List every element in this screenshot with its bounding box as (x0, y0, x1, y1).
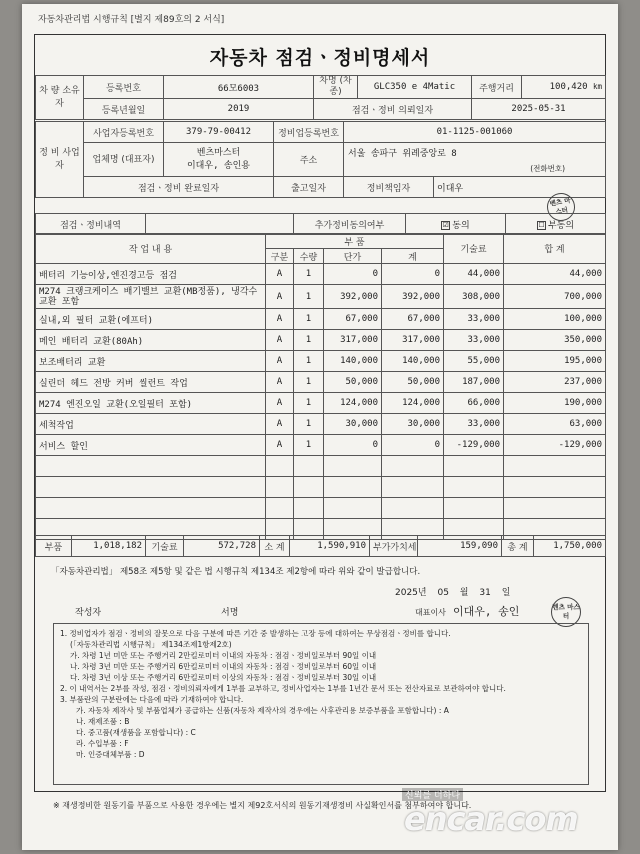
cell-sum (504, 456, 606, 477)
col-work: 작 업 내 용 (36, 234, 266, 264)
notes-box (53, 623, 589, 785)
work-items-table (35, 233, 606, 540)
cell-labor: 187,000 (444, 372, 504, 393)
cell-total (382, 477, 444, 498)
table-row (36, 372, 606, 393)
cell-qty: 1 (294, 264, 324, 285)
table-row (36, 285, 606, 309)
cell-kind: A (266, 414, 294, 435)
vat-label: 부가가치세 (370, 536, 418, 557)
details-label: 점검ㆍ정비내역 (36, 214, 146, 235)
cell-kind: A (266, 264, 294, 285)
note-line: 다. 중고품(재생품을 포함합니다) : C (76, 728, 196, 737)
grand-total-value: 1,750,000 (534, 536, 606, 557)
cell-labor (444, 456, 504, 477)
parts-total-label: 부품 (36, 536, 72, 557)
cell-work (36, 456, 266, 477)
cell-labor: 33,000 (444, 309, 504, 330)
cell-sum: -129,000 (504, 435, 606, 456)
watermark-slogan: 신뢰를 더하다 (402, 788, 463, 801)
cell-qty: 1 (294, 393, 324, 414)
request-date-label: 점검ㆍ정비 의뢰일자 (314, 99, 472, 120)
cell-unit: 0 (324, 435, 382, 456)
cell-kind: A (266, 393, 294, 414)
cell-qty (294, 456, 324, 477)
release-date-label: 출고일자 (274, 177, 344, 198)
phone-label: (전화번호) (530, 164, 566, 173)
cell-sum (504, 498, 606, 519)
table-row (36, 498, 606, 519)
cell-work: 배터리 기능이상,엔진경고등 점검 (36, 264, 266, 285)
cell-work: 서비스 할인 (36, 435, 266, 456)
note-line: 마. 인증대체부품 : D (76, 750, 145, 759)
manager-label: 정비책임자 (344, 177, 434, 198)
cell-unit (324, 498, 382, 519)
cell-unit: 67,000 (324, 309, 382, 330)
reg-no-value: 66모6003 (164, 76, 314, 99)
cell-labor: 33,000 (444, 330, 504, 351)
cell-labor: -129,000 (444, 435, 504, 456)
company-name: 벤츠마스터 (196, 147, 241, 158)
cell-work: M274 크랭크케이스 배기밸브 교환(MB정품), 냉각수교환 포함 (36, 285, 266, 309)
note-line: 3. 부품란의 구분란에는 다음에 따라 기재하여야 합니다. (60, 695, 244, 704)
consent-agree[interactable] (406, 214, 506, 235)
ceo-seal: 벤츠 마스터 (551, 597, 581, 627)
mileage-value (522, 76, 606, 99)
issue-month: 05 월 (437, 588, 469, 598)
details-header-table (35, 213, 606, 235)
details-blank (146, 214, 294, 235)
cell-work: 실린더 헤드 전방 커버 씰런트 작업 (36, 372, 266, 393)
cell-unit (324, 477, 382, 498)
cell-sum: 100,000 (504, 309, 606, 330)
cell-kind: A (266, 435, 294, 456)
manager-value: 이대우 (434, 177, 606, 198)
cell-work: 메인 배터리 교환(80Ah) (36, 330, 266, 351)
subtotal-value: 1,590,910 (290, 536, 370, 557)
model-label: 차명 (차종) (314, 76, 358, 99)
cell-unit: 124,000 (324, 393, 382, 414)
note-line: 가. 자동차 제작사 및 부품업체가 공급하는 신품(자동차 제작사의 경우에는 사후관리용 보증부품을 포함합니다) : A (76, 706, 449, 715)
cell-labor: 308,000 (444, 285, 504, 309)
grand-total-label: 총 계 (502, 536, 534, 557)
shop-reg-label: 정비업등록번호 (274, 122, 344, 143)
writer-label: 작성자 (75, 608, 102, 618)
declaration-text: 「자동차관리법」 제58조 제5항 및 같은 법 시행규칙 제134조 제2항에 따라 위와 같이 발급합니다. (51, 567, 421, 577)
cell-work: M274 엔진오일 교환(오일필터 포함) (36, 393, 266, 414)
col-kind: 구분 (266, 249, 294, 264)
cell-total: 67,000 (382, 309, 444, 330)
agree-checkbox[interactable]: ☑ (442, 220, 449, 229)
cell-unit: 317,000 (324, 330, 382, 351)
cell-kind (266, 456, 294, 477)
cell-unit (324, 456, 382, 477)
company-label: 업체명 (대표자) (84, 143, 164, 177)
address-value: 서울 송파구 위례중앙로 8 (348, 149, 457, 159)
note-line: 가. 차령 1년 미만 또는 주행거리 2만킬로미터 이내의 자동차 : 점검ㆍ정비일로부터 90일 이내 (70, 651, 377, 660)
cell-kind: A (266, 309, 294, 330)
biz-no-label: 사업자등록번호 (84, 122, 164, 143)
note-line: 2. 이 내역서는 2부를 작성, 점검ㆍ정비의뢰자에게 1부를 교부하고, 정비사업자는 1부를 1년간 문서 또는 전산자료로 보관하여야 합니다. (60, 684, 506, 693)
ceo-label: 대표이사 (415, 608, 446, 617)
work-rows (36, 264, 606, 540)
table-row (36, 264, 606, 285)
parts-total-value: 1,018,182 (72, 536, 146, 557)
cell-kind: A (266, 351, 294, 372)
cell-total (382, 498, 444, 519)
mileage-label: 주행거리 (472, 76, 522, 99)
col-qty: 수량 (294, 249, 324, 264)
labor-total-label: 기술료 (146, 536, 184, 557)
issue-date (395, 585, 510, 598)
ceo-signature: 이대우, 송인 (453, 605, 520, 618)
cell-total: 392,000 (382, 285, 444, 309)
table-row (36, 393, 606, 414)
cell-total: 50,000 (382, 372, 444, 393)
issue-year: 2025년 (395, 588, 427, 598)
document-paper (22, 4, 618, 850)
cell-kind (266, 498, 294, 519)
table-row (36, 351, 606, 372)
col-parts: 부 품 (266, 234, 444, 249)
owner-table (35, 75, 606, 120)
cell-sum: 63,000 (504, 414, 606, 435)
shop-reg-value: 01-1125-001060 (344, 122, 606, 143)
cell-kind: A (266, 372, 294, 393)
completion-date-label: 점검ㆍ정비 완료일자 (84, 177, 274, 198)
biz-no-value: 379-79-00412 (164, 122, 274, 143)
cell-sum: 190,000 (504, 393, 606, 414)
cell-qty (294, 498, 324, 519)
cell-work (36, 477, 266, 498)
cell-unit: 30,000 (324, 414, 382, 435)
cell-sum: 700,000 (504, 285, 606, 309)
model-value: GLC350 e 4Matic (358, 76, 472, 99)
reg-no-label: 등록번호 (84, 76, 164, 99)
mileage-unit: km (592, 82, 602, 91)
disagree-text: 부동의 (547, 220, 575, 231)
note-line: 다. 차령 3년 이상 또는 주행거리 6만킬로미터 이상의 자동차 : 점검ㆍ정비일로부터 30일 이내 (70, 673, 377, 682)
address-cell (344, 143, 606, 177)
cell-qty (294, 477, 324, 498)
col-sum: 합 계 (504, 234, 606, 264)
cell-qty: 1 (294, 285, 324, 309)
cell-kind: A (266, 285, 294, 309)
owner-section-label: 차 량 소유자 (36, 76, 84, 120)
cell-total: 0 (382, 435, 444, 456)
reg-year-label: 등록년월일 (84, 99, 164, 120)
table-row (36, 456, 606, 477)
form-reference: 자동차관리법 시행규칙 [별지 제89호의 2 서식] (38, 15, 225, 25)
mileage-number: 100,420 (549, 82, 588, 92)
cell-work (36, 498, 266, 519)
cell-total: 140,000 (382, 351, 444, 372)
col-unit: 단가 (324, 249, 382, 264)
table-row (36, 309, 606, 330)
cell-qty: 1 (294, 309, 324, 330)
watermark-logo: encar.com (404, 800, 578, 838)
cell-labor: 66,000 (444, 393, 504, 414)
cell-qty: 1 (294, 372, 324, 393)
cell-labor: 55,000 (444, 351, 504, 372)
cell-unit: 140,000 (324, 351, 382, 372)
consent-disagree[interactable] (506, 214, 606, 235)
cell-labor: 44,000 (444, 264, 504, 285)
note-line: 라. 수입부품 : F (76, 739, 129, 748)
consent-label: 추가정비동의여부 (294, 214, 406, 235)
col-labor: 기술료 (444, 234, 504, 264)
cell-qty: 1 (294, 330, 324, 351)
cell-work: 실내,외 필터 교환(에프터) (36, 309, 266, 330)
cell-qty: 1 (294, 435, 324, 456)
agree-text: 동의 (452, 220, 470, 231)
cell-sum: 195,000 (504, 351, 606, 372)
cell-kind (266, 477, 294, 498)
note-line: 나. 차령 3년 미만 또는 주행거리 6만킬로미터 이내의 자동차 : 점검ㆍ정비일로부터 60일 이내 (70, 662, 377, 671)
labor-total-value: 572,728 (184, 536, 260, 557)
cell-total: 317,000 (382, 330, 444, 351)
table-row (36, 330, 606, 351)
table-row (36, 414, 606, 435)
note-line: 나. 재제조품 : B (76, 717, 130, 726)
cell-kind: A (266, 330, 294, 351)
cell-labor (444, 477, 504, 498)
cell-unit: 50,000 (324, 372, 382, 393)
business-table (35, 121, 606, 198)
cell-sum: 350,000 (504, 330, 606, 351)
company-value-cell (164, 143, 274, 177)
request-date-value: 2025-05-31 (472, 99, 606, 120)
address-label: 주소 (274, 143, 344, 177)
note-line: 1. 정비업자가 점검ㆍ정비의 잘못으로 다음 구분에 따른 기간 중 발생하는 고장 등에 대하여는 무상점검ㆍ정비를 합니다. (60, 629, 451, 638)
cell-unit: 392,000 (324, 285, 382, 309)
subtotal-label: 소 계 (260, 536, 290, 557)
cell-unit: 0 (324, 264, 382, 285)
col-total: 계 (382, 249, 444, 264)
cell-sum: 237,000 (504, 372, 606, 393)
representative-name: 이대우, 송인용 (186, 160, 250, 171)
table-row (36, 477, 606, 498)
table-row (36, 435, 606, 456)
document-title: 자동차 점검ㆍ정비명세서 (209, 47, 431, 69)
cell-total: 124,000 (382, 393, 444, 414)
cell-work: 세척작업 (36, 414, 266, 435)
writer-sign-label: 서명 (221, 608, 239, 618)
company-seal: 벤츠 마스터 (545, 191, 577, 223)
cell-sum (504, 477, 606, 498)
cell-qty: 1 (294, 351, 324, 372)
cell-qty: 1 (294, 414, 324, 435)
disagree-checkbox[interactable]: ☐ (538, 220, 545, 229)
note-line: (「자동차관리법 시행규칙」 제134조제1항제2호) (70, 640, 232, 649)
business-section-label: 정 비 사업자 (36, 122, 84, 198)
cell-work: 보조배터리 교환 (36, 351, 266, 372)
cell-sum: 44,000 (504, 264, 606, 285)
vat-value: 159,090 (418, 536, 502, 557)
note-footer: ※ 재생정비한 원동기를 부품으로 사용한 경우에는 별지 제92호서식의 원동기재생정비 사실확인서를 첨부하여야 합니다. (53, 801, 472, 810)
totals-table (35, 535, 606, 557)
reg-year-value: 2019 (164, 99, 314, 120)
cell-total (382, 456, 444, 477)
issue-day: 31 일 (479, 588, 511, 598)
cell-labor (444, 498, 504, 519)
cell-total: 30,000 (382, 414, 444, 435)
cell-total: 0 (382, 264, 444, 285)
cell-labor: 33,000 (444, 414, 504, 435)
